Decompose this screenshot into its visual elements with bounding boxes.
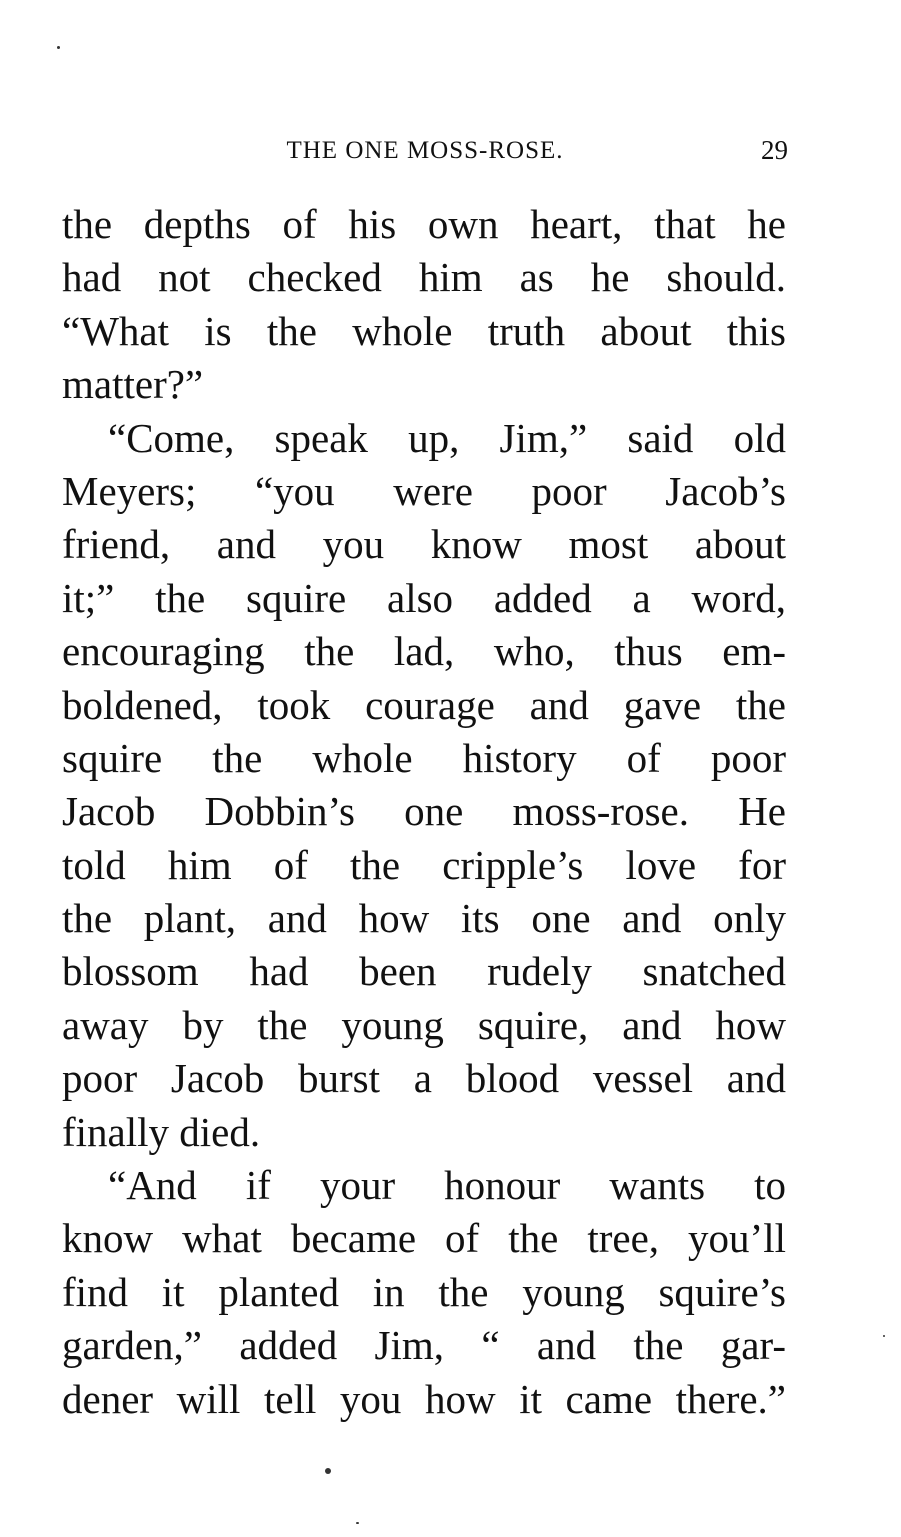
running-head (62, 135, 788, 169)
text-line: blossom had been rudely snatched (62, 948, 786, 995)
text-line: find it planted in the young squire’s (62, 1268, 786, 1315)
text-line: squire the whole history of poor (62, 734, 786, 781)
text-line: Meyers; “you were poor Jacob’s (62, 467, 786, 514)
text-line: told him of the cripple’s love for (62, 841, 786, 888)
body-text (62, 198, 786, 1426)
text-line: finally died. (62, 1108, 261, 1155)
ink-speck (883, 1335, 885, 1337)
text-line: “What is the whole truth about this (62, 307, 786, 354)
text-line: garden,” added Jim, “ and the gar- (62, 1322, 786, 1369)
text-line: friend, and you know most about (62, 521, 786, 568)
text-line: away by the young squire, and how (62, 1001, 786, 1048)
running-title: THE ONE MOSS-ROSE. (286, 137, 564, 164)
text-line: poor Jacob burst a blood vessel and (62, 1055, 786, 1102)
text-line: Jacob Dobbin’s one moss-rose. He (62, 788, 786, 835)
text-line: “And if your honour wants to (108, 1162, 786, 1209)
ink-speck (325, 1468, 331, 1474)
text-line: dener will tell you how it came there.” (62, 1375, 786, 1422)
text-line: matter?” (62, 361, 204, 408)
text-line: the depths of his own heart, that he (62, 201, 786, 247)
text-line: boldened, took courage and gave the (62, 681, 786, 728)
text-line: it;” the squire also added a word, (62, 574, 786, 621)
text-line: had not checked him as he should. (62, 254, 786, 301)
text-line: encouraging the lad, who, thus em- (62, 628, 786, 675)
ink-speck (57, 46, 60, 49)
ink-speck (356, 1522, 359, 1524)
text-line: “Come, speak up, Jim,” said old (108, 414, 786, 461)
page-number: 29 (761, 135, 788, 165)
text-line: know what became of the tree, you’ll (62, 1215, 786, 1262)
text-line: the plant, and how its one and only (62, 895, 786, 942)
